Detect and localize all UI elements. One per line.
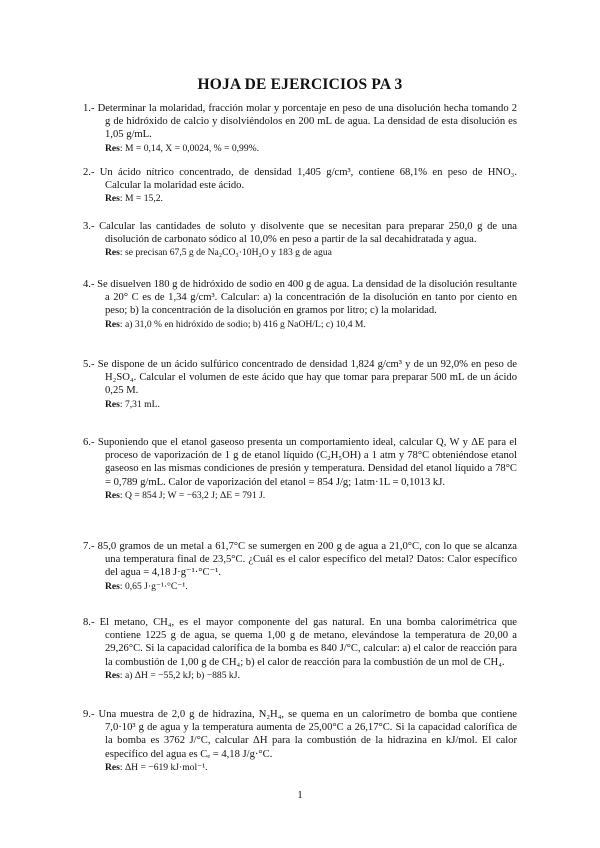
exercise-2	[83, 166, 517, 205]
exercise-result: Res: M = 15,2.	[105, 193, 163, 205]
exercise-number: 3.-	[83, 221, 95, 232]
exercise-number: 1.-	[83, 103, 95, 114]
page-number: 1	[297, 789, 303, 801]
exercise-text: Una muestra de 2,0 g de hidrazina, N₂H₄, se quema en un calorímetro de bomba que contiene 7,0·10³ g de agua y la temperatura aumenta de 25,00°C a 26,17°C. Si la capacidad calorífica de la bomba es 3762 J/°C, calcular ΔH para la combustión de la hidrazina en kJ/mol. El calor específico del agua es Cₑ = 4,18 J/g·°C.	[98, 709, 518, 760]
exercise-text: Determinar la molaridad, fracción molar y porcentaje en peso de una disolución hecha tomando 2 g de hidróxido de calcio y disolviéndolos en 200 mL de agua. La densidad de esta disolución es 1,05 g/mL.	[97, 103, 517, 141]
exercise-text: Un ácido nítrico concentrado, de densidad 1,405 g/cm³, contiene 68,1% en peso de HNO₃. Calcular la molaridad este ácido.	[99, 167, 517, 192]
exercise-5	[83, 358, 517, 411]
exercise-6	[83, 436, 517, 502]
exercise-number: 4.-	[83, 279, 95, 290]
exercise-3	[83, 220, 517, 259]
page-title: HOJA DE EJERCICIOS PA 3	[197, 76, 403, 93]
exercise-4	[83, 278, 517, 331]
exercise-number: 5.-	[83, 359, 95, 370]
exercise-7	[83, 540, 517, 593]
exercise-result: Res: M = 0,14, X = 0,0024, % = 0,99%.	[105, 142, 260, 154]
exercise-result: Res: ΔH = −619 kJ·mol⁻¹.	[105, 761, 208, 773]
exercise-text: Se disuelven 180 g de hidróxido de sodio en 400 g de agua. La densidad de la disolución resultante a 20° C es de 1,34 g/cm³. Calcular: a) la concentración de la disolución en tanto por ciento en peso; b) la concentración de la disolución en gramos por litro; c) la molaridad.	[97, 279, 517, 317]
exercise-number: 7.-	[83, 541, 95, 552]
exercise-number: 2.-	[83, 167, 95, 178]
exercise-text: Se dispone de un ácido sulfúrico concentrado de densidad 1,824 g/cm³ y de un 92,0% en peso de H₂SO₄. Calcular el volumen de este ácido que hay que tomar para preparar 500 mL de un ácido 0,25 M.	[97, 359, 517, 397]
exercise-1	[83, 102, 517, 155]
exercise-number: 6.-	[83, 437, 95, 448]
exercise-text: 85,0 gramos de un metal a 61,7°C se sumergen en 200 g de agua a 21,0°C, con lo que se alcanza una temperatura final de 23,5°C. ¿Cuál es el calor específico del metal? Datos: Calor específico del agua = 4,18 J·g⁻¹·°C⁻¹.	[97, 541, 517, 579]
exercise-result: Res: Q = 854 J; W = −63,2 J; ΔE = 791 J.	[105, 489, 266, 501]
exercise-text: Suponiendo que el etanol gaseoso presenta un comportamiento ideal, calcular Q, W y ΔE para el proceso de vaporización de 1 g de etanol líquido (C₂H₅OH) a 1 atm y 78°C obteniéndose etanol gaseoso en las mismas condiciones de presión y temperatura. Densidad del etanol líquido a 78°C = 0,789 g/mL. Calor de vaporización del etanol = 854 J/g; 1atm·1L = 0,1013 kJ.	[97, 437, 517, 488]
exercise-number: 9.-	[83, 709, 95, 720]
exercise-result: Res: se precisan 67,5 g de Na₂CO₃·10H₂O y 183 g de agua	[105, 247, 332, 259]
exercise-number: 8.-	[83, 617, 95, 628]
exercise-9	[83, 708, 517, 774]
exercise-result: Res: a) 31,0 % en hidróxido de sodio; b) 416 g NaOH/L; c) 10,4 M.	[105, 318, 366, 330]
exercise-result: Res: a) ΔH = −55,2 kJ; b) −885 kJ.	[105, 669, 240, 681]
exercise-result: Res: 7,31 mL.	[105, 398, 160, 410]
exercise-text: Calcular las cantidades de soluto y disolvente que se necesitan para preparar 250,0 g de una disolución de carbonato sódico al 10,0% en peso a partir de la sal decahidratada y agua.	[99, 221, 517, 246]
exercise-text: El metano, CH₄, es el mayor componente del gas natural. En una bomba calorimétrica que contiene 1225 g de agua, se quema 1,00 g de metano, elevándose la temperatura de 20,00 a 29,26°C. Si la capacidad calorífica de la bomba es 840 J/°C, calcular: a) el calor de reacción para la combustión de 1,00 g de CH₄; b) el calor de reacción para la combustión de un mol de CH₄.	[99, 617, 517, 668]
exercise-8	[83, 616, 517, 682]
exercise-result: Res: 0,65 J·g⁻¹·°C⁻¹.	[105, 580, 188, 592]
